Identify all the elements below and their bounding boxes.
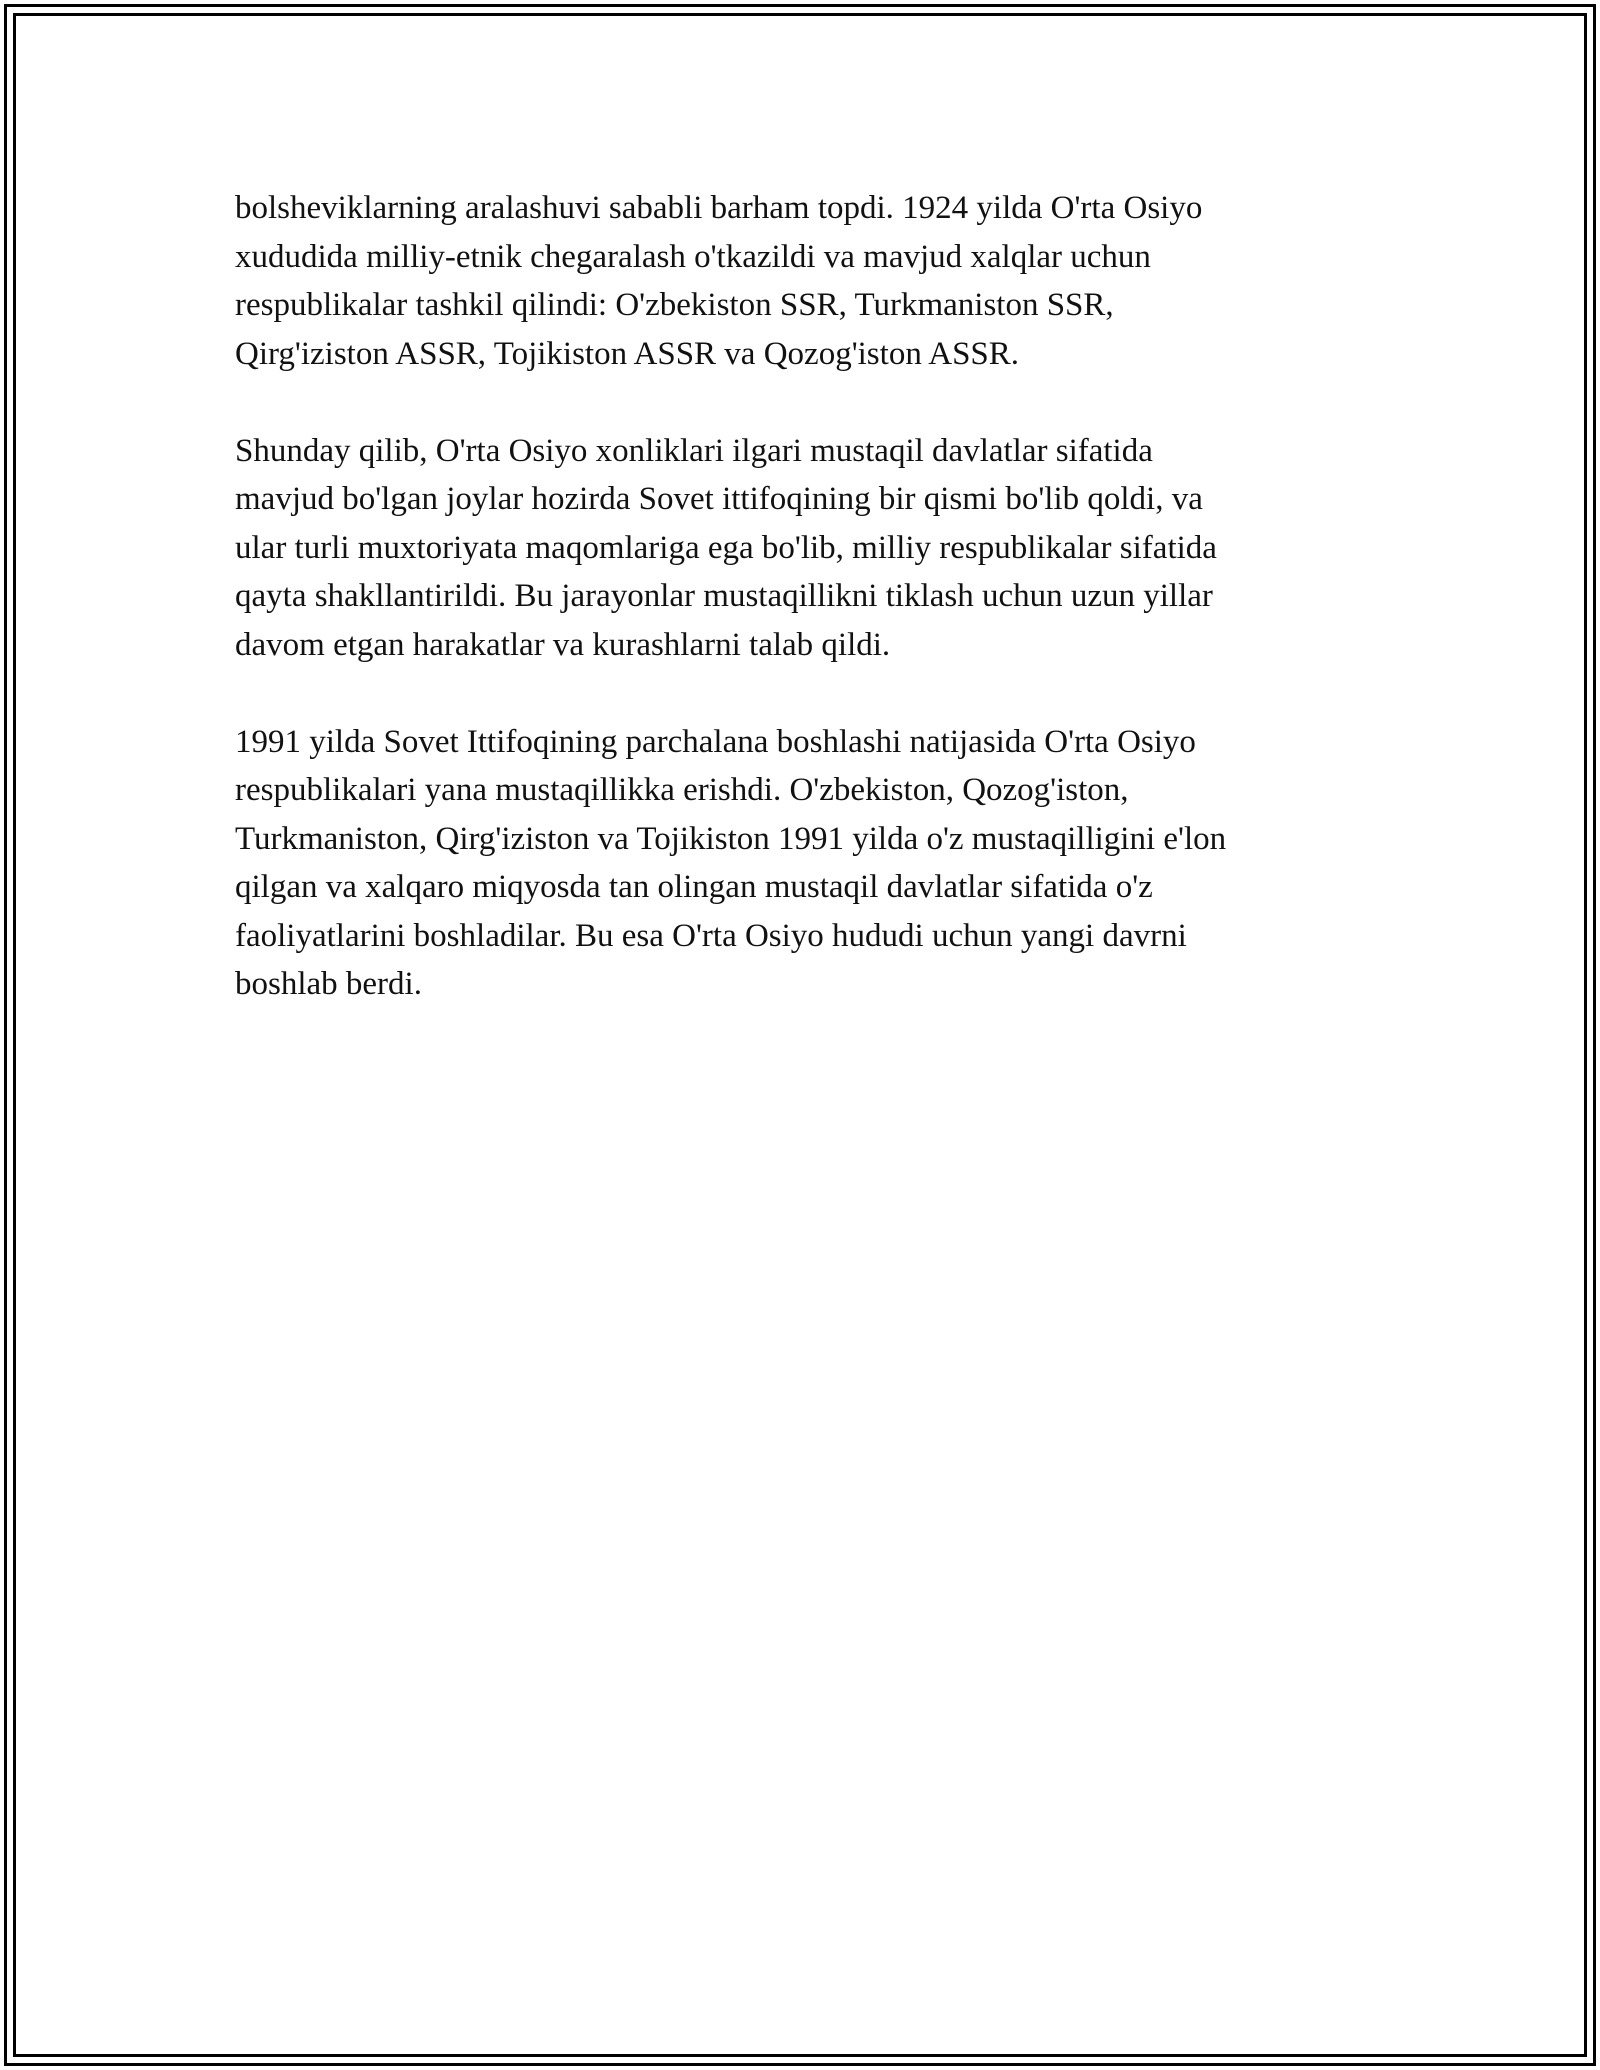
paragraph-1: bolsheviklarning aralashuvi sababli barham topdi. 1924 yilda O'rta Osiyo xududida milliy-etnik chegaralash o'tkazildi va mavjud xalqlar uchun respublikalar tashkil qilindi: O'zbekiston SSR, Turkmaniston SSR, Qirg'iziston ASSR, Tojikiston ASSR va Qozog'iston ASSR.: [235, 190, 1203, 372]
paragraph-3: 1991 yilda Sovet Ittifoqining parchalana boshlashi natijasida O'rta Osiyo respublikalari yana mustaqillikka erishdi. O'zbekiston, Qozog'iston, Turkmaniston, Qirg'iziston va Tojikiston 1991 yilda o'z mustaqilligini e'lon qilgan va xalqaro miqyosda tan olingan mustaqil davlatlar sifatida o'z faoliyatlarini boshladilar. Bu esa O'rta Osiyo hududi uchun yangi davrni boshlab berdi.: [235, 723, 1227, 1002]
paragraph-2: Shunday qilib, O'rta Osiyo xonliklari ilgari mustaqil davlatlar sifatida mavjud bo'lgan joylar hozirda Sovet ittifoqining bir qismi bo'lib qoldi, va ular turli muxtoriyata maqomlariga ega bo'lib, milliy respublikalar sifatida qayta shakllantirildi. Bu jarayonlar mustaqillikni tiklash uchun uzun yillar davom etgan harakatlar va kurashlarni talab qildi.: [235, 432, 1217, 663]
document-body: [235, 184, 1365, 1057]
